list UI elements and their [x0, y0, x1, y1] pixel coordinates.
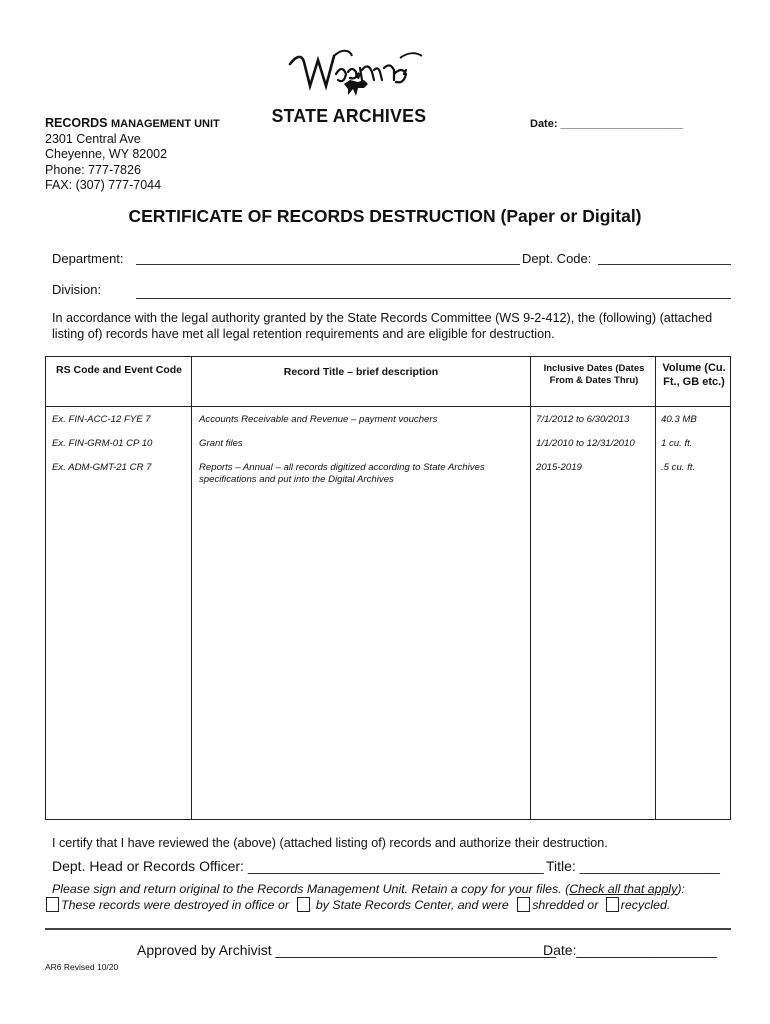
division-input[interactable] [136, 298, 731, 299]
row3-code: Ex. ADM-GMT-21 CR 7 [52, 462, 152, 473]
row1-dates: 7/1/2012 to 6/30/2013 [536, 414, 630, 425]
row2-dates: 1/1/2010 to 12/31/2010 [536, 438, 635, 449]
division-label: Division: [52, 282, 102, 297]
column-divider [530, 357, 531, 819]
records-center-checkbox[interactable] [297, 897, 310, 912]
header-record-title: Record Title – brief description [283, 366, 439, 378]
row1-code: Ex. FIN-ACC-12 FYE 7 [52, 414, 151, 425]
street-address: 2301 Central Ave [45, 132, 141, 147]
records-table [45, 356, 731, 820]
column-divider [655, 357, 656, 819]
date-field-top[interactable]: Date: ____________________ [530, 118, 683, 130]
title-signature-line[interactable]: Title: __________________ [546, 858, 720, 874]
recycled-label: recycled. [620, 898, 671, 912]
shredded-checkbox[interactable] [517, 897, 530, 912]
dept-code-label: Dept. Code: [522, 251, 592, 266]
fax-number: FAX: (307) 777-7044 [45, 177, 162, 192]
address-block [45, 116, 220, 193]
dept-head-signature-line[interactable]: Dept. Head or Records Officer: ______________________________________ [52, 858, 544, 874]
header-volume: Volume (Cu. Ft., GB etc.) [662, 362, 726, 388]
city-state-zip: Cheyenne, WY 82002 [45, 147, 168, 162]
destroyed-in-office-checkbox[interactable] [46, 897, 59, 912]
state-archives-logo-text: STATE ARCHIVES [271, 106, 427, 126]
department-label: Department: [52, 251, 124, 266]
legal-authority-statement: In accordance with the legal authority granted by the State Records Committee (WS 9-2-412), the (following) (attached listing of) records have met all legal retention requirements and are eligible for destruction. [52, 311, 713, 341]
records-center-label: by State Records Center, and were [315, 898, 509, 912]
destroyed-in-office-label: These records were destroyed in office or [61, 898, 289, 912]
header-rs-code: RS Code and Event Code [55, 364, 182, 376]
approval-date-line[interactable]: Date:__________________ [543, 942, 717, 958]
column-divider [191, 357, 192, 819]
return-instructions: Please sign and return original to the Records Management Unit. Retain a copy for your files. (Check all that apply): [52, 882, 685, 896]
row1-volume: 40.3 MB [661, 414, 697, 425]
check-all-link: Check all that apply [569, 882, 678, 896]
unit-name: RECORDS MANAGEMENT UNIT [45, 116, 220, 130]
phone-number: Phone: 777-7826 [45, 162, 141, 177]
page-title: CERTIFICATE OF RECORDS DESTRUCTION (Paper or Digital) [128, 206, 642, 226]
row3-volume: .5 cu. ft. [661, 462, 696, 473]
header-inclusive-dates: Inclusive Dates (Dates From & Dates Thru) [543, 363, 645, 386]
row1-title: Accounts Receivable and Revenue – payment vouchers [199, 414, 438, 425]
revision-note: AR6 Revised 10/20 [45, 962, 119, 972]
shredded-label: shredded or [532, 898, 599, 912]
dept-code-input[interactable] [598, 264, 731, 265]
row2-volume: 1 cu. ft. [661, 438, 693, 449]
row3-dates: 2015-2019 [536, 462, 582, 473]
divider-line [45, 928, 731, 930]
archivist-approval-line[interactable]: Approved by Archivist ____________________________________ [137, 942, 556, 958]
recycled-checkbox[interactable] [606, 897, 619, 912]
department-input[interactable] [136, 264, 520, 265]
destruction-options [46, 897, 670, 912]
wyoming-logo [282, 44, 432, 106]
row3-title: Reports – Annual – all records digitized according to State Archives specifications and put into the Digital Archives [199, 462, 485, 485]
certification-statement: I certify that I have reviewed the (above) (attached listing of) records and authorize their destruction. [52, 836, 608, 850]
row2-title: Grant files [199, 438, 243, 449]
row2-code: Ex. FIN-GRM-01 CP 10 [52, 438, 153, 449]
header-divider [46, 406, 730, 407]
